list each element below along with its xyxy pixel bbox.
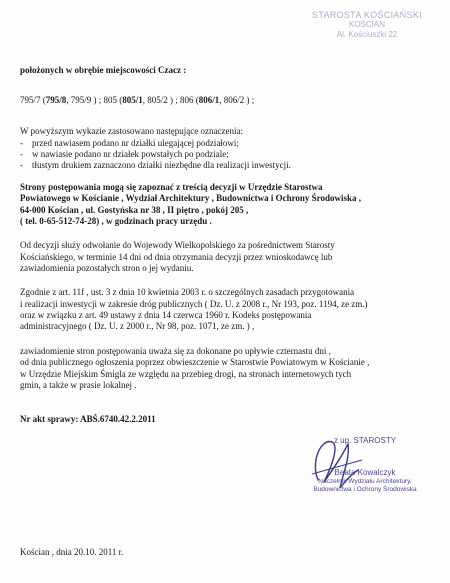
parcel-bold: 805/1: [122, 95, 143, 105]
stamp-signer-role: Budownictwa i Ochrony Środowiska: [313, 486, 417, 493]
notice-line: Strony postępowania mogą się zapoznać z treścią decyzji w Urzędzie Starostwa: [20, 182, 323, 192]
effective-line: zawiadomienie stron postępowania uważa się za dokonane po upływie czternastu dni ,: [20, 346, 331, 356]
legal-line: oraz w związku z art. 49 ustawy z dnia 14 czerwca 1960 r. Kodeks postępowania: [20, 310, 312, 320]
stamp-city: KOŚCIAN: [348, 20, 385, 29]
stamp-address: Al. Kościuszki 22: [336, 30, 398, 39]
legend-item: przed nawiasem podano nr działki ulegającej podziałowi;: [32, 138, 239, 148]
signature-stamp: [290, 436, 440, 494]
stamp-authority: z up. STAROSTY: [333, 436, 397, 445]
parcel-text: , 805/2 ) ; 806 (: [142, 95, 199, 105]
parcel-bold: 795/8: [45, 95, 67, 105]
parcel-text: 795/7 (: [20, 95, 46, 105]
case-number: Nr akt sprawy: ABŚ.6740.42.2.2011: [20, 414, 156, 424]
legal-line: Zgodnie z art. 11f , ust. 3 z dnia 10 kwietnia 2003 r. o szczególnych zasadach przygotowania: [20, 287, 355, 297]
legal-line: administracyjnego ( Dz. U. z 2000 r., Nr 98, poz. 1071, ze zm. ) ,: [20, 321, 255, 331]
parcel-list: [20, 95, 254, 106]
effective-line: w Urzędzie Miejskim Śmigla ze względu na przebieg drogi, na stronach internetowych tych: [20, 369, 352, 379]
appeal-line: zawiadomienia pozostałych stron o jej wydaniu.: [20, 263, 194, 273]
parcel-text: , 806/2 ) ;: [219, 95, 255, 105]
legend-bullet: -: [20, 160, 23, 170]
effective-line: od dnia publicznego ogłoszenia poprzez obwieszczenie w Starostwie Powiatowym w Kościanie ,: [20, 357, 370, 367]
effective-line: gmin, a także w prasie lokalnej .: [20, 380, 137, 390]
parcel-bold: 806/1: [198, 95, 220, 105]
notice-line: ( tel. 0-65-512-74-28) , w godzinach pracy urzędu .: [20, 216, 212, 226]
legal-line: i realizacji inwestycji w zakresie dróg publicznych ( Dz. U. z 2008 r., Nr 193, poz. 1194, ze zm.): [20, 299, 368, 309]
intro-line: położonych w obrębie miejscowości Czacz :: [20, 65, 187, 75]
appeal-line: Kościańskiego, w terminie 14 dni od dnia otrzymania decyzji przez wnioskodawcę lub: [20, 252, 333, 262]
parcel-text: , 795/9 ) ; 805 (: [66, 95, 123, 105]
place-date: Kościan , dnia 20.10. 2011 r.: [20, 547, 124, 557]
legend-item: w nawiasie podano nr działek powstałych po podziale;: [32, 149, 229, 159]
notice-line: 64-000 Kościan , ul. Gostyńska nr 38 , II piętro , pokój 205 ,: [20, 205, 249, 215]
stamp-office-name: STAROSTA KOŚCIAŃSKI: [312, 10, 422, 20]
notice-line: Powiatowego w Kościanie , Wydział Architektury , Budownictwa i Ochrony Środowiska ,: [20, 193, 362, 203]
office-stamp: [292, 10, 442, 40]
stamp-signer-name: Beata Kowalczyk: [334, 468, 396, 477]
legend-intro: W powyższym wykazie zastosowano następujące oznaczenia:: [20, 126, 243, 136]
legend-item: tłustym drukiem zaznaczono działki niezbędne dla realizacji inwestycji.: [32, 160, 291, 170]
legend-bullet: -: [20, 138, 23, 148]
stamp-signer-role: Naczelnik Wydziału Architektury,: [318, 478, 412, 485]
appeal-line: Od decyzji służy odwołanie do Wojewody Wielkopolskiego za pośrednictwem Starosty: [20, 240, 335, 250]
legend-bullet: -: [20, 149, 23, 159]
